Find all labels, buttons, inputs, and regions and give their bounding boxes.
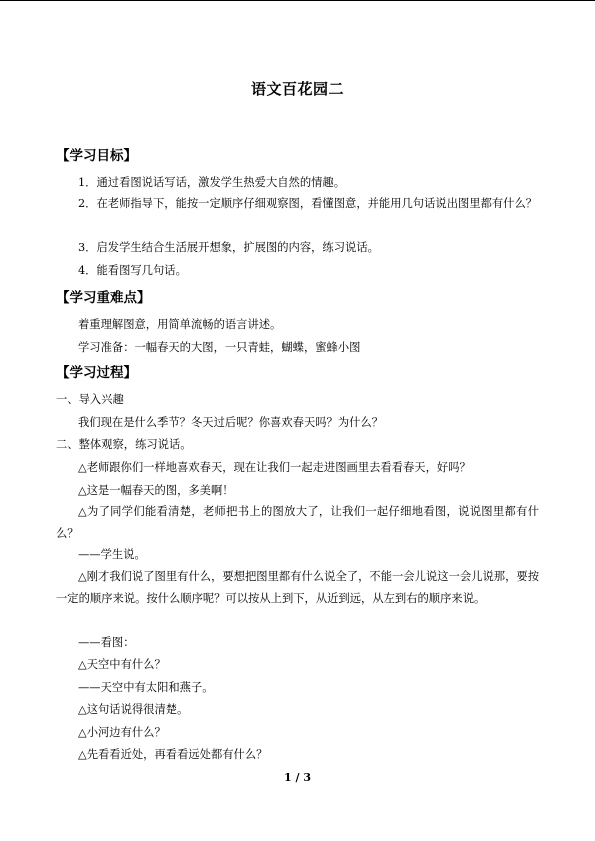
process-line-8: △刚才我们说了图里有什么，要想把图里都有什么说全了，不能一会儿说这一会儿说那，要按一定的顺序来说。按什么顺序呢？可以按从上到下，从近到远，从左到右的顺序来说。	[56, 570, 539, 605]
process-line-11: ——天空中有太阳和燕子。	[78, 681, 214, 694]
process-line-14: △先看看近处，再看看远处都有什么？	[78, 748, 268, 761]
process-heading: 【学习过程】	[56, 365, 137, 381]
process-line-7: ——学生说。	[78, 548, 146, 561]
goal-item-2: 2．在老师指导下，能按一定顺序仔细观察图，看懂图意，并能用几句话说出图里都有什么？	[78, 197, 538, 210]
key-points-heading: 【学习重难点】	[56, 290, 151, 306]
key-point-item-2: 学习准备：一幅春天的大图，一只青蛙，蝴蝶，蜜蜂小图	[78, 341, 361, 354]
process-line-2: 我们现在是什么季节？冬天过后呢？你喜欢春天吗？为什么？	[78, 416, 384, 429]
process-line-3: 二、整体观察，练习说话。	[56, 438, 192, 451]
header-rule	[0, 0, 595, 1]
goal-item-1: 1．通过看图说话写话，激发学生热爱大自然的情趣。	[78, 176, 346, 189]
goals-heading: 【学习目标】	[56, 148, 137, 164]
page-number: 1 / 3	[284, 771, 311, 784]
goal-item-3: 3．启发学生结合生活展开想象，扩展图的内容，练习说话。	[78, 241, 379, 254]
process-line-6: △为了同学们能看清楚，老师把书上的图放大了，让我们一起仔细地看图，说说图里都有什么？	[56, 505, 539, 540]
goal-item-4: 4．能看图写几句话。	[78, 264, 187, 277]
process-line-13: △小河边有什么？	[78, 726, 166, 739]
document-title: 语文百花园二	[250, 80, 344, 98]
process-line-5: △这是一幅春天的图，多美啊！	[78, 484, 234, 497]
process-line-10: △天空中有什么？	[78, 658, 166, 671]
key-point-item-1: 着重理解图意，用简单流畅的语言讲述。	[78, 318, 282, 331]
process-line-4: △老师跟你们一样地喜欢春天，现在让我们一起走进图画里去看看春天，好吗？	[78, 461, 471, 474]
process-line-1: 一、导入兴趣	[56, 393, 124, 406]
process-line-9: ——看图：	[78, 636, 135, 649]
process-line-12: △这句话说得很清楚。	[78, 703, 189, 716]
